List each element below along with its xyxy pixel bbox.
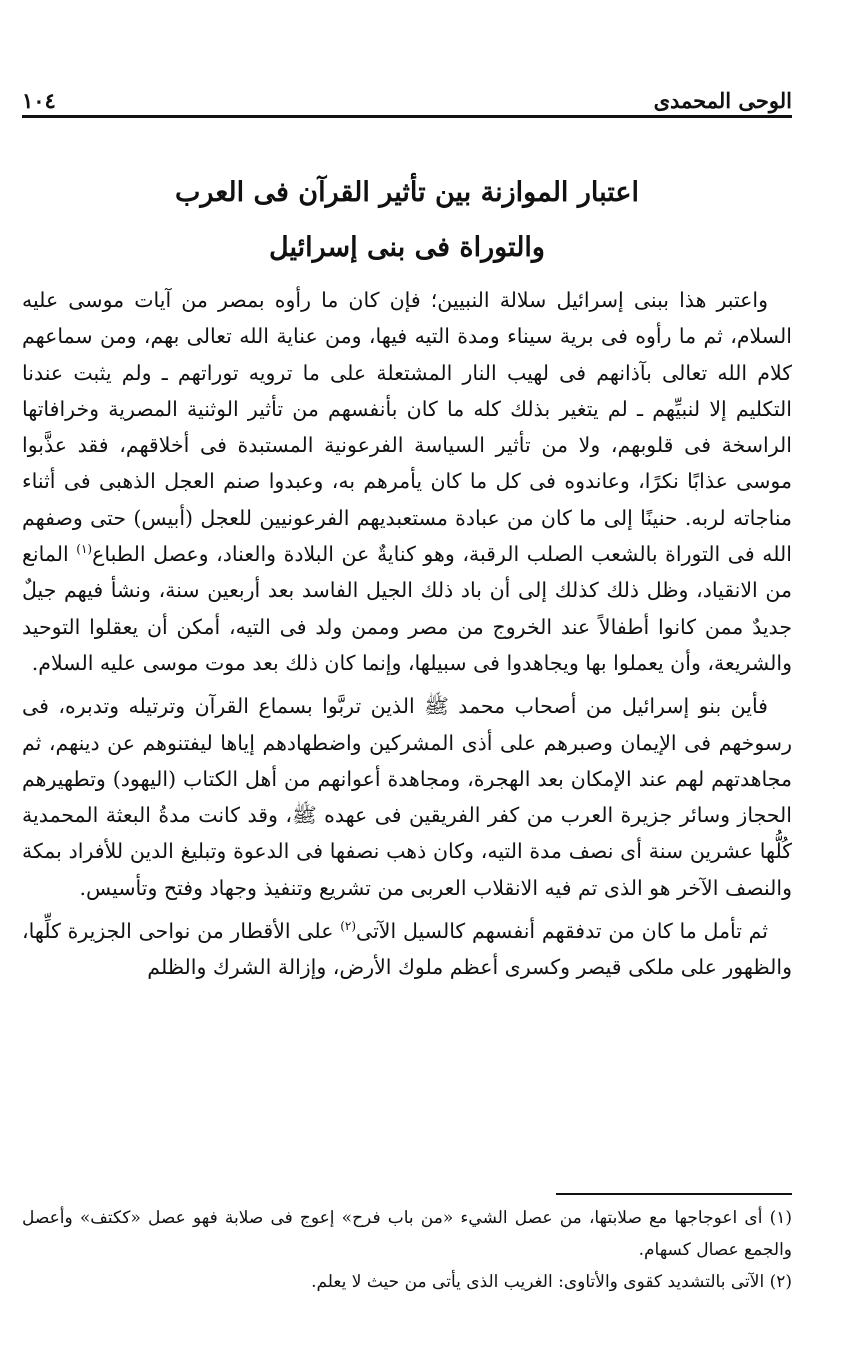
paragraph-1-part-b: المانع من الانقياد، وظل ذلك كذلك إلى أن باد ذلك الجيل الفاسد بعد أربعين سنة، ونشأ فيهم جيلٌ جديدٌ ممن كانوا أطفالاً عند الخروج من مصر وممن ولد فى التيه، أمكن أن يعقلوا التوحيد والشريعة، وأن يعملوا بها ويجاهدوا فى سبيلها، وإنما كان ذلك بعد موت موسى عليه السلام. [22, 542, 792, 675]
footnote-ref-1[interactable]: (١) [76, 542, 93, 557]
footnote-2: (٢) الآتى بالتشديد كقوى والأتاوى: الغريب الذى يأتى من حيث لا يعلم. [311, 1272, 792, 1292]
paragraph-1-part-a: واعتبر هذا ببنى إسرائيل سلالة النبيين؛ فإن كان ما رأوه بمصر من آيات موسى عليه السلام، ثم ما رأوه فى برية سيناء ومدة التيه فيها، ومن عناية الله تعالى بهم، ومن سماعهم كلام الله تعالى بآذانهم فى لهيب النار المشتعلة على ما ترويه توراتهم ـ ولم يثبت عندنا التكليم إلا لنبيِّهم ـ لم يتغير بذلك كله ما كان بأنفسهم من تأثير الوثنية المصرية وخرافاتها الراسخة فى قلوبهم، ولا من تأثير السياسة الفرعونية المستبدة فى أخلاقهم، فقد عذَّبوا موسى عذابًا نكرًا، وعاندوه فى كل ما كان يأمرهم به، وعبدوا صنم العجل الذهبى فى أثناء مناجاته لربه. حنينًا إلى ما كان من عبادة مستعبديهم الفرعونيين للعجل (أبيس) حتى وصفهم الله فى التوراة بالشعب الصلب الرقبة، وهو كنايةٌ عن البلادة والعناد، وعصل الطباع [22, 288, 792, 567]
paragraph-3-part-b: على الأقطار من نواحى الجزيرة كلِّها، والظهور على ملكى قيصر وكسرى أعظم ملوك الأرض، وإزالة الشرك والظلم [22, 919, 792, 980]
section-heading-line-1: اعتبار الموازنة بين تأثير القرآن فى العرب [175, 177, 639, 208]
section-heading-line-2: والتوراة فى بنى إسرائيل [269, 232, 545, 263]
footnote-1: (١) أى اعوجاجها مع صلابتها، من عصل الشيء «من باب فرح» إعوج فى صلابة فهو عصل «ككتف» وأعصل والجمع عصال كسهام. [22, 1208, 792, 1260]
paragraph-2: فأين بنو إسرائيل من أصحاب محمد ﷺ الذين تربَّوا بسماع القرآن وترتيله وتدبره، فى رسوخهم فى الإيمان وصبرهم على أذى المشركين واضطهادهم إياها ليفتنوهم عن دينهم، ثم مجاهدتهم لهم عند الإمكان بعد الهجرة، ومجاهدة أعوانهم من أهل الكتاب (اليهود) وتطهيرهم الحجاز وسائر جزيرة العرب من كفر الفريقين فى عهده ﷺ، وقد كانت مدةُ البعثة المحمدية كُلُّها عشرين سنة أى نصف مدة التيه، وكان ذهب نصفها فى الدعوة وتبليغ الدين للأفراد بمكة والنصف الآخر هو الذى تم فيه الانقلاب العربى من تشريع وتنفيذ وجهاد وفتح وتأسيس. [22, 694, 792, 900]
running-header [22, 84, 792, 118]
section-heading [22, 165, 792, 275]
body-text [22, 282, 792, 993]
footnotes [22, 1202, 792, 1298]
footnote-divider [556, 1193, 792, 1195]
paragraph-3-part-a: ثم تأمل ما كان من تدفقهم أنفسهم كالسيل الآتى [356, 919, 768, 944]
page-number: ١٠٤ [22, 88, 56, 113]
paragraph-3 [22, 913, 792, 986]
book-page [22, 0, 792, 1367]
running-title: الوحى المحمدى [653, 88, 792, 113]
paragraph-1 [22, 282, 792, 681]
footnote-ref-2[interactable]: (٢) [340, 919, 357, 934]
